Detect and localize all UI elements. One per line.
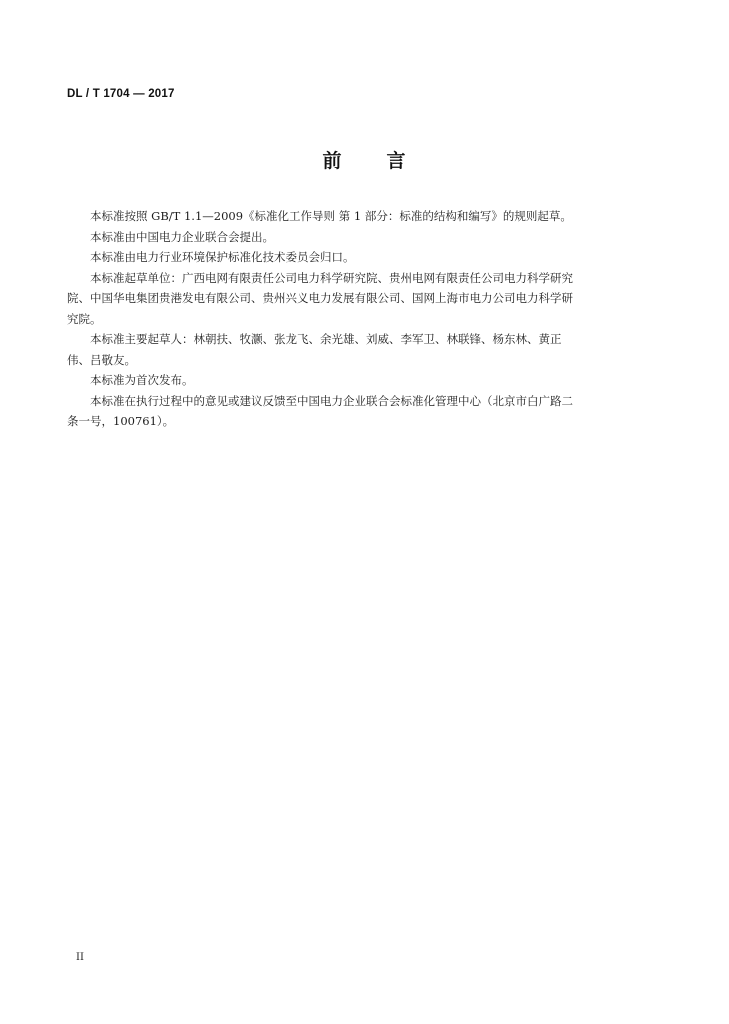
paragraph-line: 本标准由中国电力企业联合会提出。 — [90, 229, 274, 244]
paragraph-line: 伟、吕敬友。 — [67, 352, 136, 367]
paragraph-drafting-rules — [67, 206, 657, 227]
paragraph-line: 条一号，100761）。 — [67, 414, 175, 428]
paragraph-first-release — [67, 370, 657, 391]
page-number: II — [76, 952, 84, 963]
paragraph-line: 本标准按照 GB/T 1.1—2009《标准化工作导则 第 1 部分：标准的结构和编写》的规则起草。 — [90, 209, 572, 223]
foreword-body — [67, 206, 657, 432]
paragraph-line: 本标准由电力行业环境保护标准化技术委员会归口。 — [90, 250, 355, 264]
paragraph-line: 本标准为首次发布。 — [90, 373, 194, 387]
paragraph-proposer — [67, 227, 657, 248]
paragraph-line: 本标准起草单位：广西电网有限责任公司电力科学研究院、贵州电网有限责任公司电力科学研究 — [90, 270, 573, 285]
page-title — [0, 146, 729, 173]
title-char-1: 前 — [322, 150, 343, 172]
paragraph-feedback — [67, 391, 657, 432]
paragraph-drafting-units — [67, 268, 657, 330]
paragraph-line: 院、中国华电集团贵港发电有限公司、贵州兴义电力发展有限公司、国网上海市电力公司电力科学研 — [67, 291, 573, 305]
title-char-2: 言 — [386, 150, 407, 172]
paragraph-line: 究院。 — [67, 311, 102, 326]
paragraph-drafters — [67, 329, 657, 370]
document-code: DL / T 1704 — 2017 — [67, 88, 175, 100]
paragraph-technical-committee — [67, 247, 657, 268]
paragraph-line: 本标准在执行过程中的意见或建议反馈至中国电力企业联合会标准化管理中心（北京市白广路二 — [90, 393, 573, 408]
paragraph-line: 本标准主要起草人：林朝扶、牧灏、张龙飞、余光雄、刘威、李军卫、林联锋、杨东林、黄正 — [90, 332, 562, 346]
